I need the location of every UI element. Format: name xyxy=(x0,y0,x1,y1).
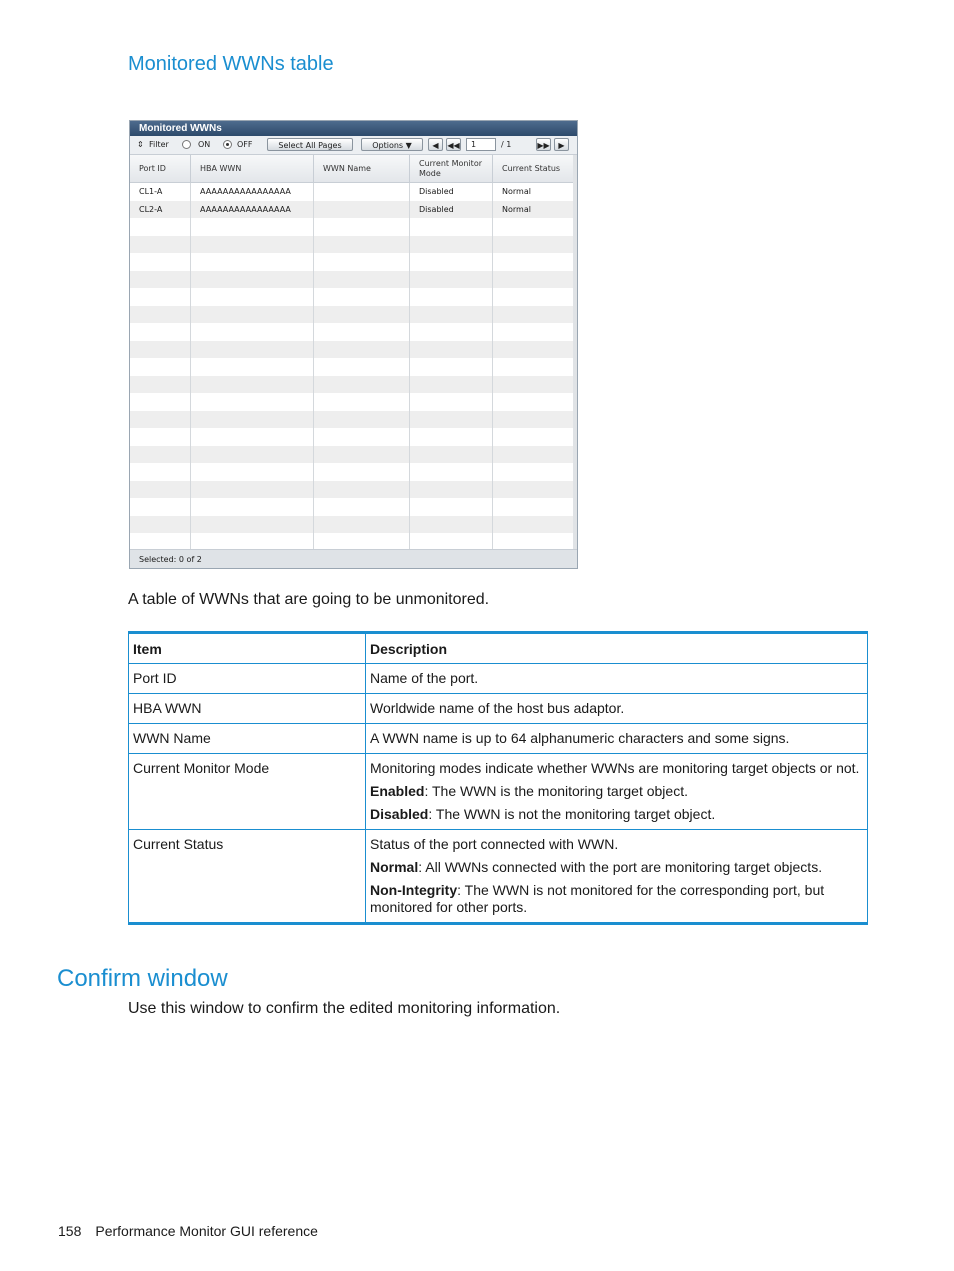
panel-title: Monitored WWNs xyxy=(130,121,577,136)
table-cell xyxy=(493,481,574,499)
table-row xyxy=(130,516,577,534)
last-page-icon[interactable]: ▶ xyxy=(554,138,569,151)
description-cell xyxy=(366,754,868,830)
definition: : All WWNs connected with the port are monitoring target objects. xyxy=(418,859,823,875)
table-cell xyxy=(191,516,314,534)
description-paragraph xyxy=(370,730,863,747)
table-cell xyxy=(191,341,314,359)
item-cell: Current Status xyxy=(129,830,366,924)
header-description: Description xyxy=(366,633,868,664)
page-total: / 1 xyxy=(501,140,512,149)
table-cell xyxy=(314,428,410,446)
table-cell xyxy=(314,236,410,254)
table-cell: Normal xyxy=(493,201,574,219)
selection-status: Selected: 0 of 2 xyxy=(130,549,577,568)
table-cell xyxy=(410,533,493,549)
table-row xyxy=(129,664,868,694)
table-cell xyxy=(410,323,493,341)
table-cell xyxy=(410,218,493,236)
page-number: 158 xyxy=(58,1223,82,1239)
item-cell: WWN Name xyxy=(129,724,366,754)
table-cell xyxy=(130,358,191,376)
section-heading: Monitored WWNs table xyxy=(128,53,334,75)
table-cell xyxy=(314,306,410,324)
table-cell xyxy=(191,236,314,254)
filter-off-label: OFF xyxy=(237,140,253,149)
table-cell xyxy=(191,428,314,446)
table-row xyxy=(130,376,577,394)
table-cell xyxy=(314,393,410,411)
monitored-wwns-panel xyxy=(129,120,578,569)
table-row xyxy=(130,236,577,254)
table-cell xyxy=(314,463,410,481)
table-cell xyxy=(410,341,493,359)
table-cell xyxy=(493,218,574,236)
table-cell xyxy=(130,218,191,236)
filter-on-radio[interactable] xyxy=(182,140,191,149)
table-cell xyxy=(410,306,493,324)
table-cell xyxy=(493,341,574,359)
definition: : The WWN is not monitored for the corresponding port, but monitored for other ports. xyxy=(370,882,825,915)
table-cell xyxy=(191,533,314,549)
table-cell xyxy=(130,446,191,464)
description-paragraph xyxy=(370,700,863,717)
table-row[interactable] xyxy=(130,183,577,201)
table-cell xyxy=(191,498,314,516)
table-cell xyxy=(314,201,410,219)
table-cell xyxy=(410,411,493,429)
confirm-window-heading: Confirm window xyxy=(57,965,228,992)
table-cell xyxy=(493,358,574,376)
table-cell xyxy=(130,306,191,324)
item-cell: Current Monitor Mode xyxy=(129,754,366,830)
table-row xyxy=(130,498,577,516)
table-row xyxy=(130,463,577,481)
term: Normal xyxy=(370,859,419,875)
table-row xyxy=(130,358,577,376)
table-cell xyxy=(130,323,191,341)
col-port-id[interactable]: Port ID xyxy=(130,155,191,182)
scrollbar[interactable] xyxy=(573,155,577,549)
table-row xyxy=(130,533,577,549)
table-cell xyxy=(314,498,410,516)
chevron-down-icon: ▼ xyxy=(405,141,412,150)
definition: : The WWN is not the monitoring target object. xyxy=(428,806,716,822)
definition: Status of the port connected with WWN. xyxy=(370,836,619,852)
item-cell: HBA WWN xyxy=(129,694,366,724)
table-cell: AAAAAAAAAAAAAAAA xyxy=(191,183,314,201)
term: Non-Integrity xyxy=(370,882,458,898)
options-label: Options xyxy=(372,141,404,150)
table-cell xyxy=(130,411,191,429)
table-cell: Normal xyxy=(493,183,574,201)
table-row xyxy=(130,306,577,324)
table-cell xyxy=(191,411,314,429)
table-cell xyxy=(493,498,574,516)
term: Disabled xyxy=(370,806,429,822)
table-cell xyxy=(191,323,314,341)
table-cell xyxy=(410,393,493,411)
footer-title: Performance Monitor GUI reference xyxy=(95,1223,318,1239)
table-cell xyxy=(130,271,191,289)
options-button[interactable] xyxy=(361,138,423,151)
table-cell xyxy=(314,323,410,341)
table-cell xyxy=(130,463,191,481)
table-row xyxy=(129,830,868,924)
table-cell xyxy=(493,306,574,324)
grid-header xyxy=(130,155,577,183)
table-cell: CL2-A xyxy=(130,201,191,219)
definition: : The WWN is the monitoring target object. xyxy=(424,783,688,799)
prev-page-icon[interactable]: ◀◀ xyxy=(446,138,461,151)
table-cell xyxy=(314,516,410,534)
table-cell xyxy=(410,236,493,254)
table-row xyxy=(130,481,577,499)
term: Enabled xyxy=(370,783,425,799)
table-cell xyxy=(314,218,410,236)
table-cell xyxy=(314,446,410,464)
table-cell xyxy=(314,271,410,289)
wwn-grid xyxy=(130,155,577,549)
table-cell xyxy=(314,376,410,394)
description-cell xyxy=(366,724,868,754)
table-cell xyxy=(130,516,191,534)
description-paragraph xyxy=(370,783,863,800)
table-cell xyxy=(191,358,314,376)
table-cell xyxy=(410,271,493,289)
table-cell: Disabled xyxy=(410,201,493,219)
table-cell xyxy=(314,533,410,549)
table-cell xyxy=(191,376,314,394)
table-row xyxy=(129,694,868,724)
table-cell xyxy=(410,498,493,516)
definition: Name of the port. xyxy=(370,670,479,686)
definition: Worldwide name of the host bus adaptor. xyxy=(370,700,625,716)
table-cell xyxy=(191,253,314,271)
table-row xyxy=(130,218,577,236)
description-paragraph xyxy=(370,836,863,853)
table-cell: AAAAAAAAAAAAAAAA xyxy=(191,201,314,219)
table-cell xyxy=(130,533,191,549)
table-cell xyxy=(314,253,410,271)
description-paragraph xyxy=(370,882,863,916)
next-page-icon[interactable]: ▶▶ xyxy=(536,138,551,151)
table-cell xyxy=(191,393,314,411)
table-cell xyxy=(493,393,574,411)
table-cell xyxy=(493,253,574,271)
table-row xyxy=(130,253,577,271)
description-paragraph xyxy=(370,806,863,823)
table-cell xyxy=(130,376,191,394)
table-cell xyxy=(314,183,410,201)
table-cell xyxy=(493,516,574,534)
table-cell xyxy=(410,288,493,306)
table-row xyxy=(130,323,577,341)
col-wwn-name[interactable]: WWN Name xyxy=(314,155,410,182)
description-paragraph xyxy=(370,760,863,777)
col-current-status[interactable]: Current Status xyxy=(493,155,574,182)
table-cell xyxy=(410,253,493,271)
table-cell xyxy=(130,481,191,499)
table-row[interactable] xyxy=(130,201,577,219)
item-cell: Port ID xyxy=(129,664,366,694)
table-cell xyxy=(410,446,493,464)
table-cell xyxy=(410,428,493,446)
description-cell xyxy=(366,664,868,694)
table-row xyxy=(130,393,577,411)
table-cell xyxy=(493,288,574,306)
table-cell xyxy=(191,288,314,306)
table-cell xyxy=(314,288,410,306)
definition: Monitoring modes indicate whether WWNs are monitoring target objects or not. xyxy=(370,760,860,776)
header-item: Item xyxy=(129,633,366,664)
definition: A WWN name is up to 64 alphanumeric characters and some signs. xyxy=(370,730,790,746)
table-cell xyxy=(130,428,191,446)
table-cell xyxy=(191,306,314,324)
page-footer xyxy=(58,1223,318,1239)
table-cell xyxy=(191,218,314,236)
table-cell xyxy=(314,358,410,376)
table-row xyxy=(130,288,577,306)
table-cell: CL1-A xyxy=(130,183,191,201)
grid-body xyxy=(130,183,577,549)
table-cell xyxy=(493,428,574,446)
page-input[interactable]: 1 xyxy=(466,138,496,151)
table-cell xyxy=(130,236,191,254)
description-paragraph xyxy=(370,670,863,687)
col-hba-wwn[interactable]: HBA WWN xyxy=(191,155,314,182)
figure-caption: A table of WWNs that are going to be unmonitored. xyxy=(128,591,490,608)
table-cell xyxy=(191,446,314,464)
table-cell xyxy=(191,463,314,481)
table-cell xyxy=(130,498,191,516)
toolbar xyxy=(130,136,577,155)
table-cell xyxy=(410,481,493,499)
description-cell xyxy=(366,694,868,724)
table-cell xyxy=(314,481,410,499)
first-page-icon[interactable]: ◀ xyxy=(428,138,443,151)
table-cell xyxy=(314,411,410,429)
filter-off-radio[interactable] xyxy=(223,140,232,149)
table-cell xyxy=(493,463,574,481)
table-row xyxy=(130,428,577,446)
confirm-window-text: Use this window to confirm the edited monitoring information. xyxy=(128,1000,561,1017)
table-row xyxy=(130,446,577,464)
table-cell xyxy=(493,236,574,254)
table-cell xyxy=(130,253,191,271)
filter-on-label: ON xyxy=(198,140,211,149)
filter-label: Filter xyxy=(149,140,169,149)
col-current-monitor-mode[interactable]: Current Monitor Mode xyxy=(410,155,493,182)
table-cell xyxy=(410,376,493,394)
table-cell xyxy=(191,481,314,499)
table-cell xyxy=(130,341,191,359)
table-row xyxy=(130,411,577,429)
table-row xyxy=(129,724,868,754)
description-paragraph xyxy=(370,859,863,876)
table-row xyxy=(130,271,577,289)
table-cell xyxy=(130,288,191,306)
table-cell xyxy=(493,376,574,394)
table-cell: Disabled xyxy=(410,183,493,201)
table-cell xyxy=(410,358,493,376)
table-row xyxy=(129,754,868,830)
table-cell xyxy=(191,271,314,289)
table-cell xyxy=(493,411,574,429)
table-cell xyxy=(493,533,574,549)
table-cell xyxy=(130,393,191,411)
table-row xyxy=(130,341,577,359)
table-cell xyxy=(493,446,574,464)
select-all-pages-button[interactable]: Select All Pages xyxy=(267,138,353,151)
table-cell xyxy=(410,463,493,481)
description-cell xyxy=(366,830,868,924)
table-cell xyxy=(493,271,574,289)
description-table xyxy=(128,631,868,925)
table-cell xyxy=(493,323,574,341)
table-cell xyxy=(314,341,410,359)
table-cell xyxy=(410,516,493,534)
filter-icon[interactable]: ⇕ xyxy=(137,140,144,149)
